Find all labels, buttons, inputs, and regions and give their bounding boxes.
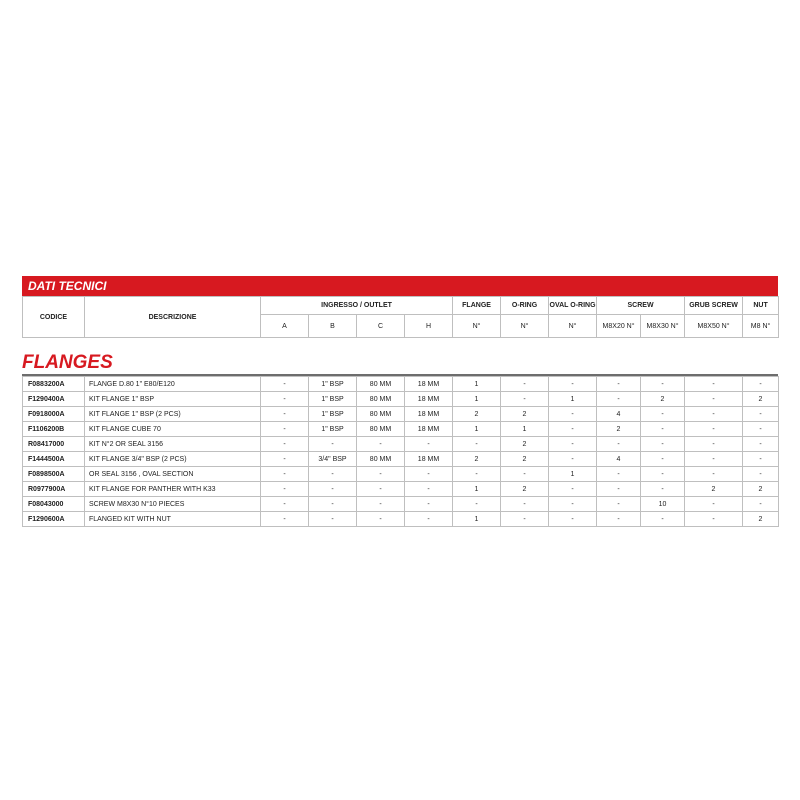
table-cell: -: [743, 497, 779, 512]
table-cell: -: [743, 452, 779, 467]
table-cell: -: [357, 437, 405, 452]
table-cell: -: [685, 512, 743, 527]
table-cell: 2: [743, 482, 779, 497]
header-table: [22, 296, 779, 338]
table-cell: 80 MM: [357, 422, 405, 437]
table-cell: -: [549, 437, 597, 452]
subheader-cell: H: [405, 315, 453, 338]
product-code: F0918000A: [23, 407, 85, 422]
table-cell: 2: [641, 392, 685, 407]
table-row: [23, 452, 779, 467]
table-cell: -: [357, 467, 405, 482]
table-cell: 80 MM: [357, 377, 405, 392]
table-cell: 18 MM: [405, 392, 453, 407]
table-cell: -: [309, 497, 357, 512]
table-cell: 2: [501, 452, 549, 467]
table-cell: -: [501, 392, 549, 407]
table-row: [23, 437, 779, 452]
table-row: [23, 482, 779, 497]
table-cell: -: [309, 512, 357, 527]
table-row: [23, 467, 779, 482]
table-cell: -: [743, 437, 779, 452]
product-description: KIT FLANGE 3/4" BSP (2 PCS): [85, 452, 261, 467]
subheader-cell: N°: [549, 315, 597, 338]
subheader-cell: C: [357, 315, 405, 338]
table-cell: 1: [501, 422, 549, 437]
product-code: F0883200A: [23, 377, 85, 392]
table-cell: -: [685, 437, 743, 452]
col-descrizione: DESCRIZIONE: [85, 297, 261, 338]
product-code: R08417000: [23, 437, 85, 452]
table-cell: 2: [743, 512, 779, 527]
table-cell: -: [641, 407, 685, 422]
table-cell: -: [743, 422, 779, 437]
product-code: F0898500A: [23, 467, 85, 482]
table-cell: -: [501, 377, 549, 392]
table-cell: -: [743, 407, 779, 422]
table-cell: 2: [453, 452, 501, 467]
table-cell: 1" BSP: [309, 377, 357, 392]
table-cell: -: [743, 377, 779, 392]
product-description: SCREW M8X30 N°10 PIECES: [85, 497, 261, 512]
table-cell: -: [549, 377, 597, 392]
table-cell: -: [405, 482, 453, 497]
table-cell: -: [261, 377, 309, 392]
table-cell: 2: [501, 407, 549, 422]
table-cell: -: [453, 437, 501, 452]
table-cell: -: [743, 467, 779, 482]
subheader-cell: N°: [501, 315, 549, 338]
col-codice: CODICE: [23, 297, 85, 338]
col-flange: FLANGE: [453, 297, 501, 315]
table-cell: -: [597, 467, 641, 482]
table-cell: 4: [597, 407, 641, 422]
table-cell: -: [641, 467, 685, 482]
table-cell: -: [261, 512, 309, 527]
table-cell: -: [597, 392, 641, 407]
table-cell: -: [309, 482, 357, 497]
table-cell: 2: [453, 407, 501, 422]
table-cell: 18 MM: [405, 407, 453, 422]
product-description: KIT N°2 OR SEAL 3156: [85, 437, 261, 452]
table-cell: 2: [597, 422, 641, 437]
table-cell: -: [309, 437, 357, 452]
product-code: F08043000: [23, 497, 85, 512]
table-cell: -: [357, 497, 405, 512]
table-cell: -: [261, 497, 309, 512]
table-cell: -: [685, 452, 743, 467]
table-cell: 1" BSP: [309, 422, 357, 437]
table-cell: -: [641, 422, 685, 437]
table-cell: 4: [597, 452, 641, 467]
col-oval-oring: OVAL O-RING: [549, 297, 597, 315]
product-code: F1290600A: [23, 512, 85, 527]
table-cell: 1: [453, 392, 501, 407]
table-cell: -: [641, 482, 685, 497]
table-cell: -: [309, 467, 357, 482]
table-cell: -: [261, 482, 309, 497]
subheader-cell: A: [261, 315, 309, 338]
table-cell: -: [357, 512, 405, 527]
product-code: F1290400A: [23, 392, 85, 407]
product-description: KIT FLANGE 1" BSP: [85, 392, 261, 407]
table-cell: 2: [501, 482, 549, 497]
subheader-cell: M8 N°: [743, 315, 779, 338]
product-code: F1106200B: [23, 422, 85, 437]
table-cell: -: [549, 497, 597, 512]
table-cell: -: [685, 392, 743, 407]
table-cell: -: [405, 512, 453, 527]
table-cell: 2: [743, 392, 779, 407]
col-nut: NUT: [743, 297, 779, 315]
table-cell: -: [261, 467, 309, 482]
table-cell: -: [685, 497, 743, 512]
table-cell: -: [549, 452, 597, 467]
table-cell: -: [405, 497, 453, 512]
table-cell: -: [685, 422, 743, 437]
table-cell: -: [641, 452, 685, 467]
subheader-cell: B: [309, 315, 357, 338]
table-cell: -: [357, 482, 405, 497]
table-cell: 80 MM: [357, 407, 405, 422]
table-cell: -: [641, 377, 685, 392]
col-oring: O-RING: [501, 297, 549, 315]
table-cell: -: [685, 407, 743, 422]
product-description: KIT FLANGE CUBE 70: [85, 422, 261, 437]
product-description: OR SEAL 3156 , OVAL SECTION: [85, 467, 261, 482]
product-description: FLANGE D.80 1" E80/E120: [85, 377, 261, 392]
col-grub-screw: GRUB SCREW: [685, 297, 743, 315]
table-cell: 2: [501, 437, 549, 452]
table-cell: -: [549, 512, 597, 527]
table-cell: -: [501, 512, 549, 527]
product-description: KIT FLANGE FOR PANTHER WITH K33: [85, 482, 261, 497]
table-cell: 1: [453, 422, 501, 437]
table-cell: 80 MM: [357, 392, 405, 407]
product-description: KIT FLANGE 1" BSP (2 PCS): [85, 407, 261, 422]
table-cell: 1" BSP: [309, 392, 357, 407]
product-description: FLANGED KIT WITH NUT: [85, 512, 261, 527]
product-code: F1444500A: [23, 452, 85, 467]
table-cell: 3/4" BSP: [309, 452, 357, 467]
table-cell: -: [405, 467, 453, 482]
table-cell: -: [597, 377, 641, 392]
technical-data-sheet: [22, 276, 778, 527]
subheader-cell: M8X30 N°: [641, 315, 685, 338]
table-row: [23, 512, 779, 527]
table-cell: 1: [549, 392, 597, 407]
section-title: FLANGES: [22, 352, 113, 373]
table-row: [23, 422, 779, 437]
table-cell: -: [641, 437, 685, 452]
table-cell: 1: [453, 377, 501, 392]
flanges-table: [22, 376, 779, 527]
dati-tecnici-banner: DATI TECNICI: [22, 276, 778, 296]
table-cell: -: [549, 407, 597, 422]
table-cell: 2: [685, 482, 743, 497]
table-row: [23, 407, 779, 422]
table-cell: 18 MM: [405, 377, 453, 392]
table-cell: -: [597, 497, 641, 512]
table-cell: -: [261, 437, 309, 452]
table-row: [23, 377, 779, 392]
table-cell: 18 MM: [405, 452, 453, 467]
table-cell: -: [453, 467, 501, 482]
table-cell: -: [501, 497, 549, 512]
table-cell: 80 MM: [357, 452, 405, 467]
table-cell: -: [685, 377, 743, 392]
subheader-cell: N°: [453, 315, 501, 338]
table-cell: 1: [549, 467, 597, 482]
table-row: [23, 392, 779, 407]
table-cell: 1: [453, 482, 501, 497]
product-code: R0977900A: [23, 482, 85, 497]
table-cell: -: [641, 512, 685, 527]
table-cell: 1: [453, 512, 501, 527]
table-cell: -: [685, 467, 743, 482]
table-cell: -: [549, 482, 597, 497]
table-cell: -: [261, 452, 309, 467]
table-cell: -: [261, 407, 309, 422]
table-cell: -: [549, 422, 597, 437]
table-cell: 1" BSP: [309, 407, 357, 422]
table-cell: -: [453, 497, 501, 512]
subheader-cell: M8X20 N°: [597, 315, 641, 338]
table-cell: -: [597, 512, 641, 527]
table-cell: -: [405, 437, 453, 452]
col-screw: SCREW: [597, 297, 685, 315]
table-cell: -: [501, 467, 549, 482]
table-cell: -: [261, 392, 309, 407]
col-ingresso: INGRESSO / OUTLET: [261, 297, 453, 315]
table-cell: -: [597, 482, 641, 497]
table-cell: -: [261, 422, 309, 437]
subheader-cell: M8X50 N°: [685, 315, 743, 338]
table-row: [23, 497, 779, 512]
table-cell: 10: [641, 497, 685, 512]
table-cell: 18 MM: [405, 422, 453, 437]
table-cell: -: [597, 437, 641, 452]
